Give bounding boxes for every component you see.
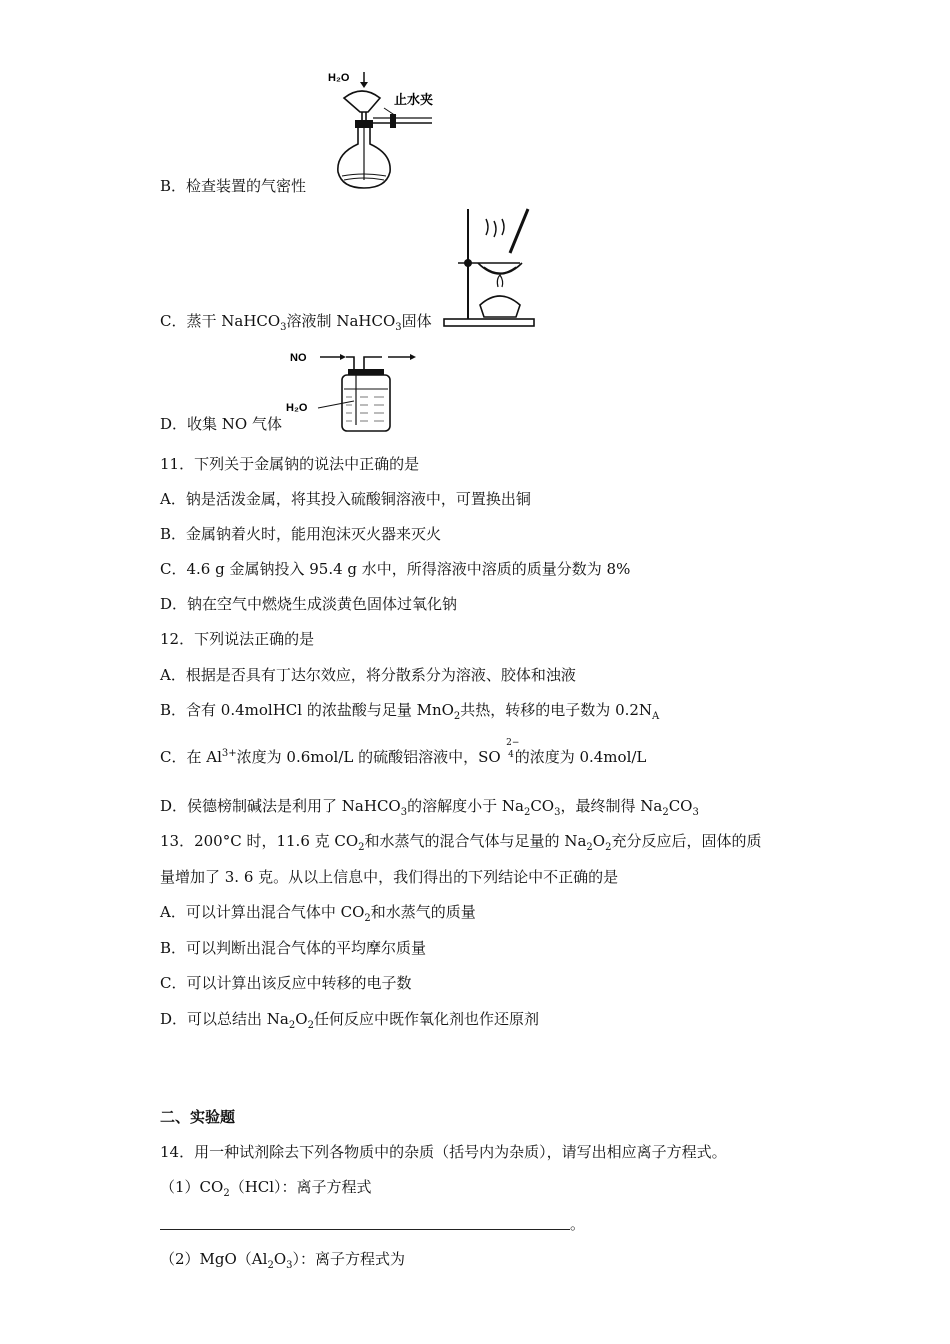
answer-blank-line[interactable] bbox=[160, 1229, 570, 1230]
q14-part1: $(1)CO_2(HCl)$：离子方程式 bbox=[160, 1178, 372, 1199]
q12-option-a: A．根据是否具有丁达尔效应，将分散系分为溶液、胶体和浊液 bbox=[160, 666, 576, 684]
sulfate-ion: SO 2− 4 bbox=[478, 738, 520, 766]
q11-option-d: D．钠在空气中燃烧生成淡黄色固体过氧化钠 bbox=[160, 595, 458, 613]
answer-blank-period: 。 bbox=[570, 1215, 586, 1233]
q11-option-a: A．钠是活泼金属，将其投入硫酸铜溶液中，可置换出铜 bbox=[160, 490, 531, 508]
q13-stem-line1: 13．200°C 时，11.6 克 $CO_2$和水蒸气的混合气体与足量的 $Na_2O_2$充分反应后，固体的质 bbox=[160, 832, 762, 853]
gas-collection-bottle-figure bbox=[284, 345, 424, 435]
q12-option-c: C．在 $Al^{3+}$浓度为 0.6mol/L 的硫酸铝溶液中，SO 2− 4 的浓度为 0.4mol/L bbox=[160, 738, 647, 766]
figure-label-no: NO bbox=[290, 352, 307, 364]
q11-option-b: B．金属钠着火时，能用泡沫灭火器来灭火 bbox=[160, 525, 442, 543]
figure-label-h2o-d: H₂O bbox=[286, 402, 308, 414]
q12-stem: 12．下列说法正确的是 bbox=[160, 630, 315, 648]
evaporation-apparatus-figure bbox=[440, 205, 550, 330]
figure-label-h2o: H₂O bbox=[328, 72, 350, 84]
q13-stem-line2: 量增加了 3. 6 克。从以上信息中，我们得出的下列结论中不正确的是 bbox=[160, 868, 619, 886]
q14-part2: $(2)MgO(Al_2O_3)$：离子方程式为 bbox=[160, 1250, 406, 1271]
q13-option-c: C．可以计算出该反应中转移的电子数 bbox=[160, 974, 412, 992]
section-heading-experiment: 二、实验题 bbox=[160, 1108, 236, 1126]
option-b-airtightness: B．检查装置的气密性 bbox=[160, 177, 307, 195]
q13-option-a: A．可以计算出混合气体中 $CO_2$和水蒸气的质量 bbox=[160, 903, 476, 924]
q13-option-d: D．可以总结出 $Na_2O_2$任何反应中既作氧化剂也作还原剂 bbox=[160, 1010, 539, 1031]
option-c-evaporation: C．蒸干 NaHCO$_3$溶液制 NaHCO$_3$固体 bbox=[160, 312, 432, 333]
airtightness-apparatus-figure bbox=[322, 68, 452, 193]
q11-stem: 11．下列关于金属钠的说法中正确的是 bbox=[160, 455, 420, 473]
q14-stem: 14．用一种试剂除去下列各物质中的杂质（括号内为杂质），请写出相应离子方程式。 bbox=[160, 1143, 727, 1161]
q12-option-d: D．侯德榜制碱法是利用了 NaHCO$_3$的溶解度小于 $Na_2CO_3$，最终制得 $Na_2CO_3$ bbox=[160, 797, 699, 818]
q11-option-c: C．4.6 g 金属钠投入 95.4 g 水中，所得溶液中溶质的质量分数为 8% bbox=[160, 560, 631, 578]
q13-option-b: B．可以判断出混合气体的平均摩尔质量 bbox=[160, 939, 427, 957]
option-d-collect-no: D．收集 NO 气体 bbox=[160, 415, 282, 433]
figure-label-water-clamp: 止水夹 bbox=[394, 92, 434, 107]
q12-option-b: B．含有 0.4molHCl 的浓盐酸与足量 MnO$_2$共热，转移的电子数为 $0.2N_A$ bbox=[160, 701, 660, 722]
